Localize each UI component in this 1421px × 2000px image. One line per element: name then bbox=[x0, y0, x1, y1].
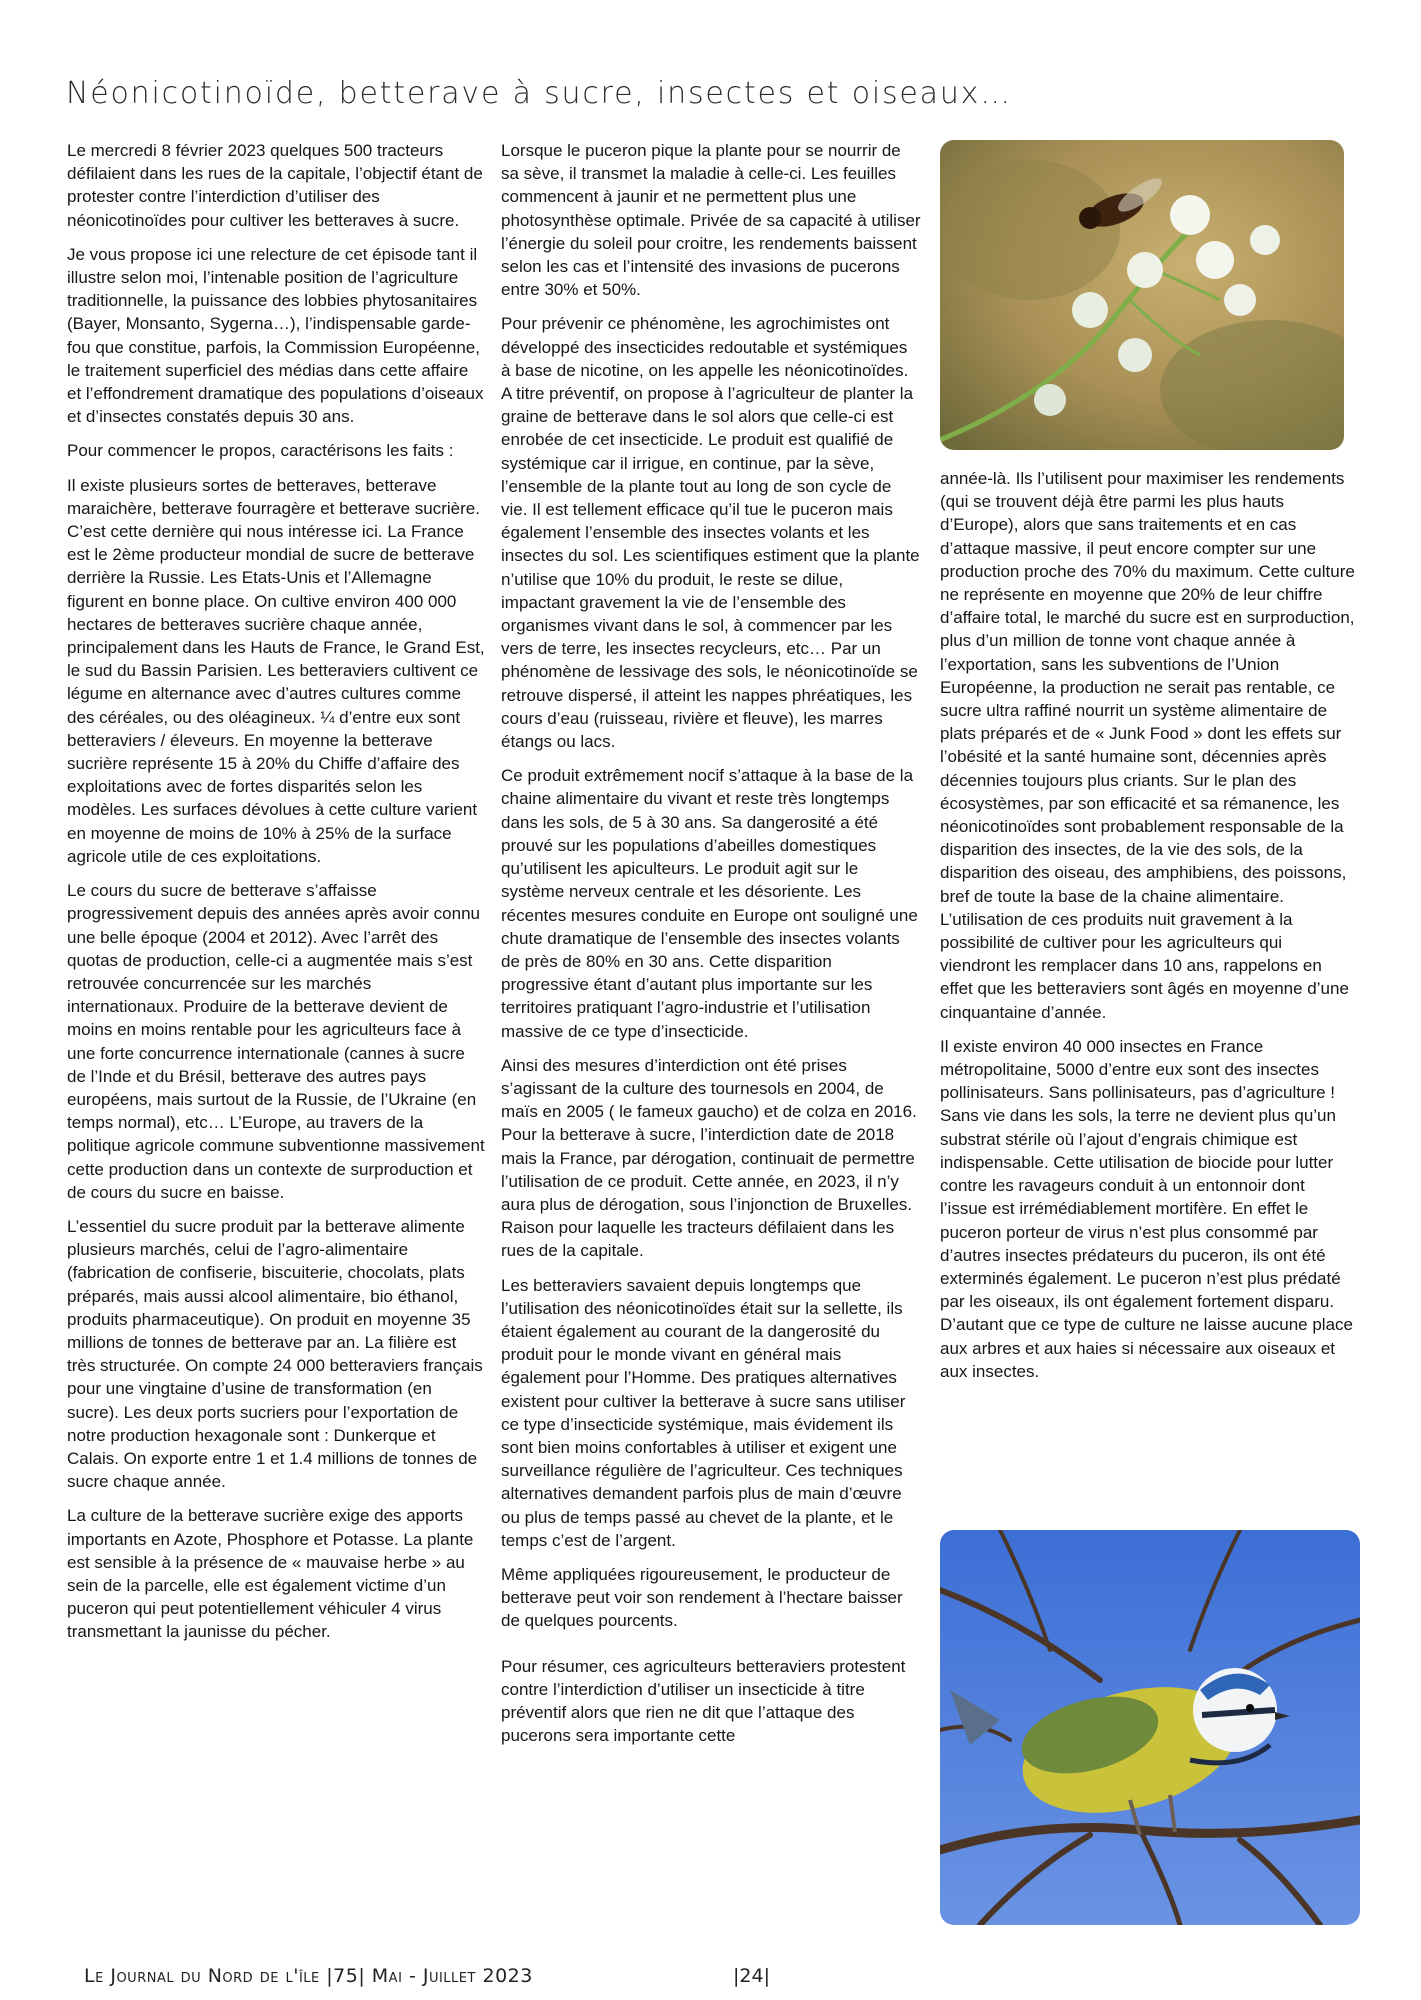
text-column-3 bbox=[940, 467, 1355, 1394]
paragraph: Lorsque le puceron pique la plante pour se nourrir de sa sève, il transmet la maladie à celle-ci. Les feuilles commencent à jaunir et ne permettent plus une photosynthèse optimale. Privée de sa capacité à utiliser l’énergie du soleil pour croitre, les rendements baissent selon les cas et l’intensité des invasions de pucerons entre 30% et 50%. bbox=[501, 141, 921, 300]
paragraph: Ce produit extrêmement nocif s’attaque à la base de la chaine alimentaire du vivant et reste très longtemps dans les sols, de 5 à 30 ans. Sa dangerosité a été prouvé sur les populations d’abeilles domestiques qu’utilisent les apiculteurs. Le produit agit sur le système nerveux centrale et les désoriente. Les récentes mesures conduite en Europe ont souligné une chute dramatique de l’ensemble des insectes volants de près de 80% en 30 ans. Cette disparition progressive étant d’autant plus importante sur les territoires pratiquant l’agro-industrie et l’utilisation massive de ce type d’insecticide. bbox=[501, 766, 918, 1041]
paragraph: Pour commencer le propos, caractérisons les faits : bbox=[67, 441, 454, 461]
paragraph: Même appliquées rigoureusement, le producteur de betterave peut voir son rendement à l’hectare baisser de quelques pourcents. bbox=[501, 1564, 903, 1631]
paragraph: La culture de la betterave sucrière exige des apports importants en Azote, Phosphore et Potasse. La plante est sensible à la présence de « mauvaise herbe » au sein de la parcelle, elle est également victime d’un puceron qui peut potentiellement véhiculer 4 virus transmettant la jaunisse du pécher. bbox=[67, 1506, 474, 1642]
paragraph: Pour résumer, ces agriculteurs betteraviers protestent contre l’interdiction d’utiliser un insecticide à titre préventif alors que rien ne dit que l’attaque des pucerons sera importante cette bbox=[501, 1656, 906, 1746]
text-column-2 bbox=[501, 139, 921, 1758]
paragraph: Le mercredi 8 février 2023 quelques 500 tracteurs défilaient dans les rues de la capitale, l’objectif étant de protester contre l’interdiction d’utiliser des néonicotinoïdes pour cultiver les betteraves à sucre. bbox=[67, 141, 483, 230]
bee-lily-of-the-valley-photo bbox=[940, 140, 1344, 450]
paragraph: année-là. Ils l’utilisent pour maximiser les rendements (qui se trouvent déjà être parmi les plus hauts d’Europe), alors que sans traitements et en cas d’attaque massive, il peut encore compter sur une production proche des 70% du maximum. Cette culture ne représente en moyenne que 20% de leur chiffre d’affaire total, le marché du sucre est en surproduction, plus d’un million de tonne vont chaque année à l’exportation, sans les subventions de l’Union Européenne, la production ne serait pas rentable, ce sucre ultra raffiné nourrit un système alimentaire de plats préparés et de « Junk Food » dont les effets sur l’obésité et la santé humaine sont, décennies après décennies toujours plus criants. Sur le plan des écosystèmes, par son efficacité et sa rémanence, les néonicotinoïdes sont probablement responsable de la disparition des insectes, de la vie des sols, de la disparition des oiseau, des amphibiens, des poissons, bref de toute la base de la chaine alimentaire. L’utilisation de ces produits nuit gravement à la possibilité de cultiver pour les agriculteurs qui viendront les remplacer dans 10 ans, rappelons en effet que les betteraviers sont âgés en moyenne d’une cinquantaine d’année. bbox=[940, 469, 1355, 1022]
paragraph: Les betteraviers savaient depuis longtemps que l’utilisation des néonicotinoïdes était sur la sellette, ils étaient également au courant de la dangerosité du produit pour le monde vivant en général mais également pour l’Homme. Des pratiques alternatives existent pour cultiver la betterave à sucre sans utiliser ce type d’insecticide systémique, mais évidement ils sont bien moins confortables à utiliser et exigent une surveillance régulière de l’agriculteur. Ces techniques alternatives demandent parfois plus de main d’œuvre ou plus de temps passé au chevet de la plante, et le temps c’est de l’argent. bbox=[501, 1275, 906, 1550]
paragraph: Le cours du sucre de betterave s’affaisse progressivement depuis des années après avoir connu une belle époque (2004 et 2012). Avec l’arrêt des quotas de production, celle-ci a augmentée mais s’est retrouvée concurrencée sur les marchés internationaux. Produire de la betterave devient de moins en moins rentable pour les agriculteurs face à une forte concurrence internationale (cannes à sucre de l’Inde et du Brésil, betterave des autres pays européens, mais surtout de la Russie, de l’Ukraine (en temps normal), etc… L’Europe, au travers de la politique agricole commune subventionne massivement cette production dans un contexte de surproduction et de cours du sucre en baisse. bbox=[67, 881, 485, 1202]
footer-journal: Le Journal du Nord de l'île |75| Mai - Juillet 2023 bbox=[84, 1965, 533, 1987]
paragraph: Ainsi des mesures d’interdiction ont été prises s’agissant de la culture des tournesols en 2004, de maïs en 2005 ( le fameux gaucho) et de colza en 2016. Pour la betterave à sucre, l’interdiction date de 2018 mais la France, par dérogation, continuait de permettre l’utilisation de ce produit. Cette année, en 2023, il n’y aura plus de dérogation, sous l’injonction de Bruxelles. Raison pour laquelle les tracteurs défilaient dans les rues de la capitale. bbox=[501, 1055, 917, 1261]
page-number: |24| bbox=[733, 1965, 770, 1987]
paragraph: L’essentiel du sucre produit par la betterave alimente plusieurs marchés, celui de l’agro-alimentaire (fabrication de confiserie, biscuiterie, chocolats, plats préparés, mais aussi alcool alimentaire, bio éthanol, produits pharmaceutique). On produit en moyenne 35 millions de tonnes de betterave par an. La filière est très structurée. On compte 24 000 betteraviers français pour une vingtaine d’usine de transformation (en sucre). Les deux ports sucriers pour l’exportation de notre production hexagonale sont : Dunkerque et Calais. On exporte entre 1 et 1.4 millions de tonnes de sucre chaque année. bbox=[67, 1216, 483, 1492]
paragraph: Pour prévenir ce phénomène, les agrochimistes ont développé des insecticides redoutable et systémiques à base de nicotine, on les appelle les néonicotinoïdes. A titre préventif, on propose à l’agriculteur de planter la graine de betterave dans le sol alors que celle-ci est enrobée de cet insecticide. Le produit est qualifié de systémique car il irrigue, en continue, par la sève, l’ensemble de la plante tout au long de son cycle de vie. Il est tellement efficace qu’il tue le puceron mais également l’ensemble des insectes volants et les insectes du sol. Les scientifiques estiment que la plante n’utilise que 10% du produit, le reste se dilue, impactant gravement la vie de l’ensemble des organismes vivant dans le sol, à commencer par les vers de terre, les insectes recycleurs, etc… Par un phénomène de lessivage des sols, le néonicotinoïde se retrouve dispersé, il atteint les nappes phréatiques, les cours d’eau (ruisseau, rivière et fleuve), les marres étangs ou lacs. bbox=[501, 314, 920, 752]
paragraph: Il existe environ 40 000 insectes en France métropolitaine, 5000 d’entre eux sont des insectes pollinisateurs. Sans pollinisateurs, pas d’agriculture ! Sans vie dans les sols, la terre ne devient plus qu’un substrat stérile où l’ajout d’engrais chimique est indispensable. Cette utilisation de biocide pour lutter contre les ravageurs conduit à un entonnoir dont l’issue est irrémédiablement mortifère. En effet le puceron porteur de virus n’est plus consommé par d’autres insectes prédateurs du puceron, ils ont été exterminés également. Le puceron n’est plus prédaté par les oiseaux, ils ont également fortement disparu. D’autant que ce type de culture ne laisse aucune place aux arbres et aux haies si nécessaire aux oiseaux et aux insectes. bbox=[940, 1036, 1353, 1381]
text-column-1 bbox=[67, 139, 487, 1655]
paragraph: Il existe plusieurs sortes de betteraves, betterave maraichère, betterave fourragère et betterave sucrière. C’est cette dernière qui nous intéresse ici. La France est le 2ème producteur mondial de sucre de betterave derrière la Russie. Les Etats-Unis et l’Allemagne figurent en bonne place. On cultive environ 400 000 hectares de betteraves sucrière chaque année, principalement dans les Hauts de France, le Grand Est, le sud du Bassin Parisien. Les betteraviers cultivent ce légume en alternance avec d’autres cultures comme des céréales, ou des oléagineux. ¼ d’entre eux sont betteraviers / éleveurs. En moyenne la betterave sucrière représente 15 à 20% du Chiffe d’affaire des exploitations avec de fortes disparités selon les modèles. Les surfaces dévolues à cette culture varient en moyenne de moins de 10% à 25% de la surface agricole utile de ces exploitations. bbox=[67, 475, 485, 866]
paragraph: Je vous propose ici une relecture de cet épisode tant il illustre selon moi, l’intenable position de l’agriculture traditionnelle, la puissance des lobbies phytosanitaires (Bayer, Monsanto, Sygerna…), l’indispensable garde-fou que constitue, parfois, la Commission Européenne, le traitement superficiel des médias dans cette affaire et l’effondrement dramatique des populations d’oiseaux et d’insectes constatés depuis 30 ans. bbox=[67, 244, 484, 427]
article-title: Néonicotinoïde, betterave à sucre, insectes et oiseaux… bbox=[66, 76, 1013, 111]
blue-tit-photo bbox=[940, 1530, 1360, 1925]
